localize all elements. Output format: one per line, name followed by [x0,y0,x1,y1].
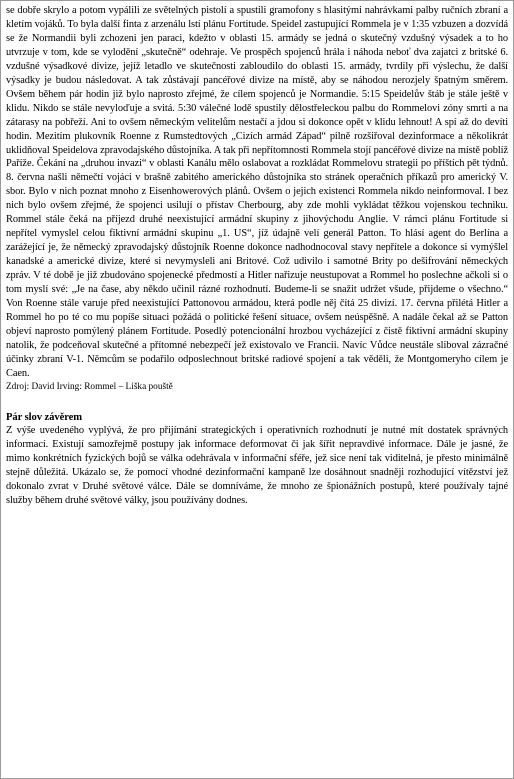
article-body-paragraph: se dobře skrylo a potom vypálili ze světelných pistolí a spustili gramofony s hlasitými nahrávkami palby ručních zbraní a kletím vojáků. To byla další finta z arzenálu lstí plánu Fortitude. Speidel zastupující Rommela je v 1:35 vzbuzen a dozvídá se že Normandii byli zchozeni jen paraci, kdežto v oblasti 15. armády se jedná o skutečný vzdušný výsadek a to ho utvrzuje v tom, kde se vylodění „skutečně“ odehraje. Ve prospěch spojenců hrála i náhoda neboť dva zajatci z britské 6. vzdušné výsadkové divize, jejíž letadlo ve skutečnosti zabloudilo do oblasti 15. armády, tvrdily při výslechu, že další výsadky je budou následovat. A tak zůstávají pancéřové divize na místě, aby se náhodou nerozjely špatným směrem. Ovšem během pár hodin již bylo naprosto zřejmé, že cílem spojenců je Normandie. 5:15 Speidelův štáb je stále ještě v klidu. Nikdo se stále nevyloďuje a svitá. 5:30 válečné lodě spustily dělostřeleckou palbu do Rommelovi zóny smrti a na zátarasy na pobřeží. Ani to ovšem německým velitelům nestačí a jdou si dokonce opět v klidu lehnout! A spí až do devíti hodin. Mezitím plukovník Roenne z Rumstedtových „Cizích armád Západ“ pilně rozšiřoval dezinformace a několikrát uklidňoval Speidelova zpravodajského důstojníka. A tak při nepřítomnosti Rommela stojí pancéřové divize na místě poblíž Paříže. Čekání na „druhou invazi“ v oblasti Kanálu mělo oslabovat a rozkládat Rommelovu strategii po příštích pět týdnů. 8. června našli němečtí vojáci v brašně zabitého amerického důstojníka sto stránek operačních příkazů pro americký V. sbor. Bylo v nich poznat mnoho z Eisenhowerových plánů. Ovšem o jejich existenci Rommela nikdo neinformoval. I bez nich bylo ovšem zřejmé, že spojenci usilují o přístav Cherbourg, aby zde mohli vykládat těžkou vojenskou techniku. Rommel stále čeká na příjezd druhé neexistující armádní skupiny z jihovýchodu Anglie. V rámci plánu Fortitude si nepřítel vymyslel celou fiktivní armádní skupinu „1. US“, jíž údajně velí generál Patton. To hlásí agent do Berlína a zarážející je, že německý zpravodajský důstojník Roenne dokonce nadhodnocoval stavy nepřítele a dokonce si vymýšlel kanadské a americké divize, které si nevymysleli ani Britové. Což udivilo i samotné Brity po dešifrování německých zpráv. V té době je již zbudováno spojenecké předmostí a Hitler nařizuje neustupovat a Rommel ho poslechne ačkoli si o tom myslí své: „Je na čase, aby někdo učinil rázné rozhodnutí. Budeme-li se snažit udržet všude, přijdeme o všechno.“ Von Roenne stále varuje před neexistující Pattonovou armádou, která podle něj čítá 25 divizí. 17. června přilétá Hitler a Rommel ho po té co mu popíše situaci požádá o politické řešení situace, ovšem neúspěšně. A nadále čekal až se Patton objeví naprosto pomýlený plánem Fortitude. Posedlý potencionální hrozbou vycházející z čistě fiktivní armádní skupiny natolik, že podceňoval skutečné a přítomné nebezpečí jež existovalo ve Francii. Navíc Vůdce neustále sliboval zázračné účinky zbraní V-1. Němcům se podařilo odposlechnout britské radiové spojení a tak věděli, že Montgomeryho cílem je Caen. [6,5,508,379]
conclusion-body-paragraph: Z výše uvedeného vyplývá, že pro přijímání strategických i operativních rozhodnutí je nutné mít dostatek správných informací. Existují samozřejmě postupy jak informace deformovat či jak šířit nepravdivé informace. Dále je jasné, že mimo konkrétních fyzických bojů se válka odehrávala v informační sféře, jež sice není tak viditelná, je přesto minimálně stejně důležitá. Ukázalo se, že pomocí vhodné dezinformační kampaně lze dosáhnout snadněji rozhodující vítězství jež dokonalo zvrat v Druhé světové válce. Dále se domníváme, že mnoho ze špionážních postupů, které používaly tajné služby během druhé světové války, jsou používány dodnes. [6,425,508,506]
document-content [6,4,508,508]
source-citation: Zdroj: David Irving: Rommel – Liška pouště [6,381,173,392]
conclusion-heading: Pár slov závěrem [6,411,82,423]
section-spacer [6,394,508,411]
